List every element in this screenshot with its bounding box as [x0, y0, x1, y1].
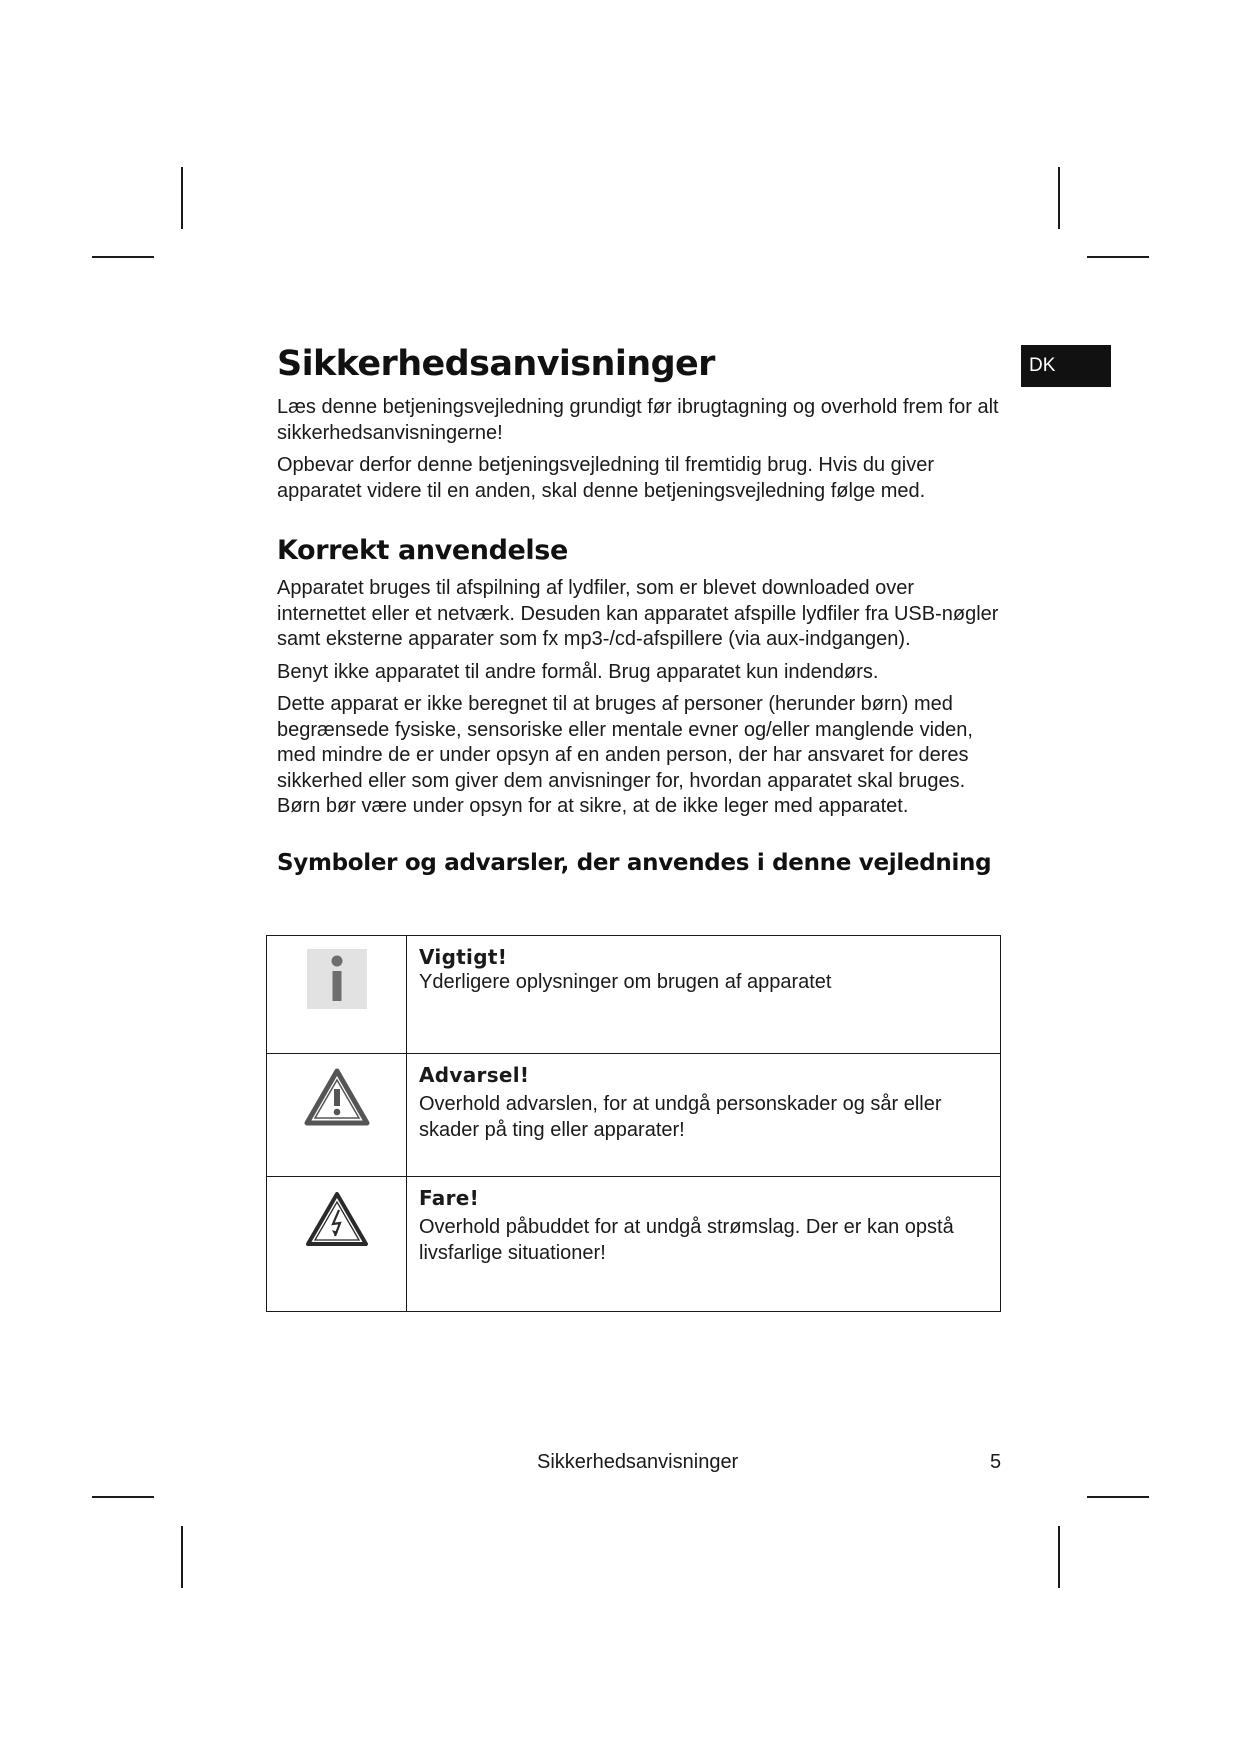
- use-paragraph: Apparatet bruges til afspilning af lydfiler, som er blevet downloaded over internettet eller et netværk. Desuden kan apparatet afspille lydfiler fra USB-nøgler samt eksterne apparater som fx mp3-/cd-afspillere (via aux-indgangen).: [277, 577, 999, 650]
- crop-mark: [1087, 1496, 1149, 1498]
- section-heading-symbols: Symboler og advarsler, der anvendes i denne vejledning: [277, 849, 992, 876]
- icon-cell: [267, 936, 407, 1054]
- crop-mark: [181, 1526, 183, 1588]
- section-heading-use: Korrekt anvendelse: [277, 535, 568, 566]
- table-row: [267, 1054, 1001, 1177]
- text-cell: [407, 936, 1001, 1054]
- icon-cell: [267, 1177, 407, 1312]
- symbol-title: Fare!: [419, 1186, 480, 1210]
- symbol-description: Overhold påbuddet for at undgå strømslag. Der er kan opstå livsfarlige situationer!: [419, 1216, 954, 1264]
- footer-section-label: Sikkerhedsanvisninger: [537, 1451, 739, 1473]
- table-row: [267, 1177, 1001, 1312]
- symbols-table: [266, 935, 1001, 1312]
- info-icon: [307, 949, 367, 1009]
- symbol-title: Vigtigt!: [419, 945, 508, 969]
- page-number: 5: [990, 1451, 1002, 1473]
- symbol-description: Yderligere oplysninger om brugen af apparatet: [419, 971, 832, 993]
- intro-paragraph: Opbevar derfor denne betjeningsvejledning til fremtidig brug. Hvis du giver apparatet videre til en anden, skal denne betjeningsvejledning følge med.: [277, 454, 935, 502]
- crop-mark: [1058, 1526, 1060, 1588]
- electric-hazard-icon: [305, 1190, 369, 1248]
- table-row: [267, 936, 1001, 1054]
- main-content: [277, 343, 1002, 886]
- crop-mark: [92, 1496, 154, 1498]
- page-title: Sikkerhedsanvisninger: [277, 344, 715, 384]
- use-paragraph: Benyt ikke apparatet til andre formål. Brug apparatet kun indendørs.: [277, 660, 879, 683]
- text-cell: [407, 1177, 1001, 1312]
- symbol-description: Overhold advarslen, for at undgå personskader og sår eller skader på ting eller apparater!: [419, 1093, 942, 1141]
- text-cell: [407, 1054, 1001, 1177]
- intro-paragraph: Læs denne betjeningsvejledning grundigt før ibrugtagning og overhold frem for alt sikkerhedsanvisningerne!: [277, 396, 999, 444]
- crop-mark: [92, 256, 154, 258]
- symbol-title: Advarsel!: [419, 1063, 530, 1087]
- crop-mark: [181, 167, 183, 229]
- use-paragraph: Dette apparat er ikke beregnet til at bruges af personer (herunder børn) med begrænsede fysiske, sensoriske eller mentale evner og/eller manglende viden, med mindre de er under opsyn af en anden person, der har ansvaret for deres sikkerhed eller som giver dem anvisninger for, hvordan apparatet skal bruges. Børn bør være under opsyn for at sikre, at de ikke leger med apparatet.: [277, 693, 973, 817]
- language-tab: DK: [1021, 345, 1111, 387]
- warning-icon: [304, 1067, 370, 1127]
- crop-mark: [1058, 167, 1060, 229]
- crop-mark: [1087, 256, 1149, 258]
- icon-cell: [267, 1054, 407, 1177]
